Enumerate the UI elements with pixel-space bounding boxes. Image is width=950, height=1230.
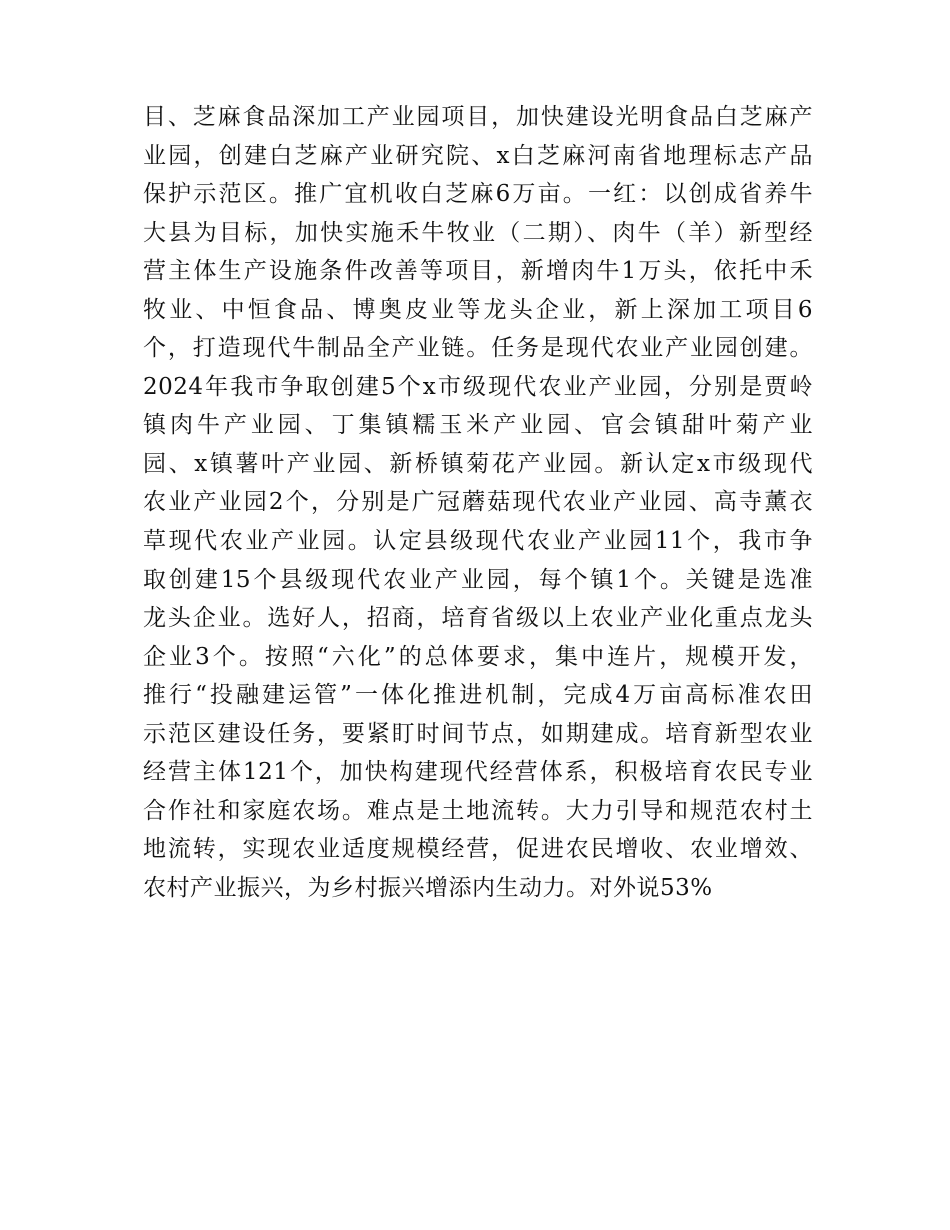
text-line: 农村产业振兴，为乡村振兴增添内生动力。对外说53%: [143, 874, 713, 901]
text-line: 经营主体121个，加快构建现代经营体系，积极培育农民专业: [143, 759, 813, 786]
body-text: [143, 98, 813, 907]
text-line: 业园，创建白芝麻产业研究院、x白芝麻河南省地理标志产品: [143, 142, 813, 169]
text-line: 营主体生产设施条件改善等项目，新增肉牛1万头，依托中禾: [143, 258, 813, 285]
text-line: 园、x镇薯叶产业园、新桥镇菊花产业园。新认定x市级现代: [143, 450, 813, 477]
text-line: 2024年我市争取创建5个x市级现代农业产业园，分别是贾岭: [143, 373, 813, 400]
text-line: 个，打造现代牛制品全产业链。任务是现代农业产业园创建。: [143, 335, 813, 362]
text-line: 农业产业园2个，分别是广冠蘑菇现代农业产业园、高寺薰衣: [143, 489, 813, 516]
text-line: 示范区建设任务，要紧盯时间节点，如期建成。培育新型农业: [143, 720, 813, 747]
text-line: 牧业、中恒食品、博奥皮业等龙头企业，新上深加工项目6: [143, 296, 813, 323]
text-line: 镇肉牛产业园、丁集镇糯玉米产业园、官会镇甜叶菊产业: [143, 412, 813, 439]
text-line: 取创建15个县级现代农业产业园，每个镇1个。关键是选准: [143, 566, 813, 593]
text-line: 龙头企业。选好人，招商，培育省级以上农业产业化重点龙头: [143, 605, 813, 632]
text-line: 目、芝麻食品深加工产业园项目，加快建设光明食品白芝麻产: [143, 104, 813, 130]
text-line: 地流转，实现农业适度规模经营，促进农民增收、农业增效、: [143, 836, 813, 863]
text-line: 合作社和家庭农场。难点是土地流转。大力引导和规范农村土: [143, 797, 813, 824]
text-line: 大县为目标，加快实施禾牛牧业（二期）、肉牛（羊）新型经: [143, 219, 813, 246]
text-line: 保护示范区。推广宜机收白芝麻6万亩。一红：以创成省养牛: [143, 181, 813, 208]
text-line: 推行“投融建运管”一体化推进机制，完成4万亩高标准农田: [143, 682, 813, 709]
text-line: 草现代农业产业园。认定县级现代农业产业园11个，我市争: [143, 528, 813, 555]
text-line: 企业3个。按照“六化”的总体要求，集中连片，规模开发，: [143, 643, 813, 670]
